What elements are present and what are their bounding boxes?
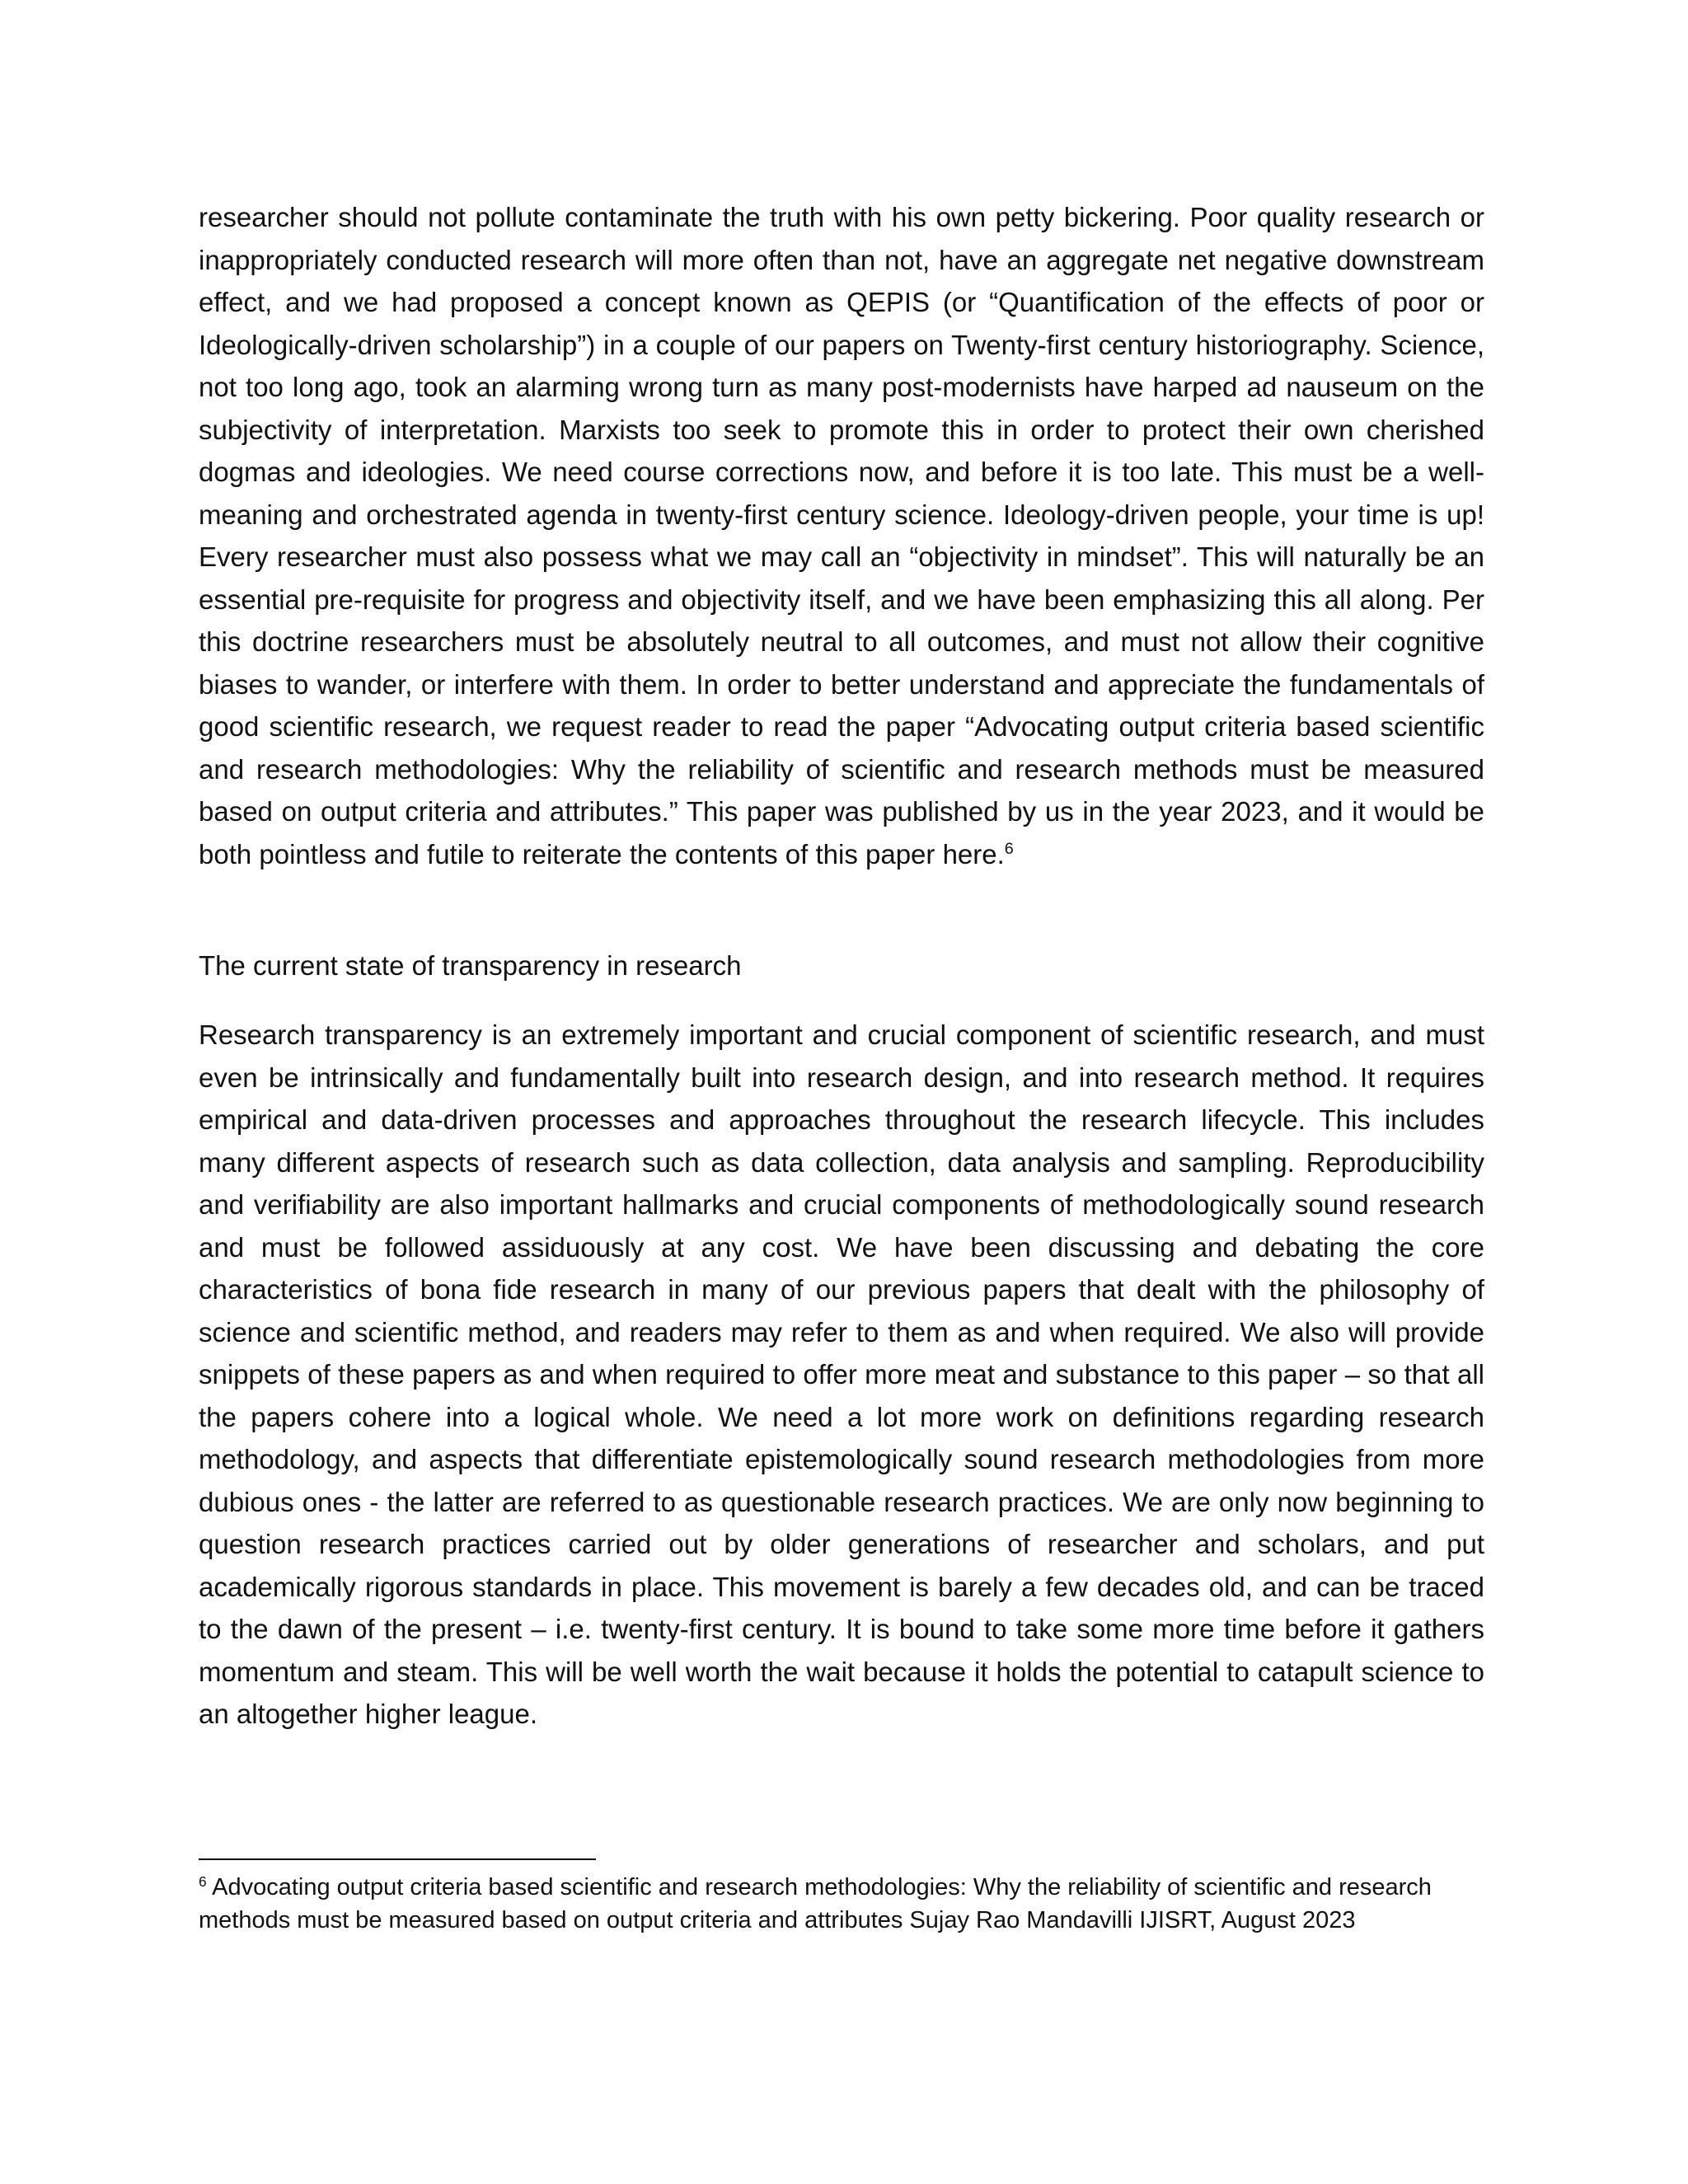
body-paragraph-1	[199, 196, 1484, 875]
body-paragraph-2	[199, 1014, 1484, 1736]
footnote-number: 6	[199, 1872, 207, 1890]
footnote-reference[interactable]: 6	[1004, 839, 1014, 858]
body-paragraph-1-text: researcher should not pollute contaminate the truth with his own petty bickering. Poor quality research or inappropriately conducted research will more often than not, have an aggregate net negative downstream effect, and we had proposed a concept known as QEPIS (or “Quantification of the effects of poor or Ideologically-driven scholarship”) in a couple of our papers on Twenty-first century historiography. Science, not too long ago, took an alarming wrong turn as many post-modernists have harped ad nauseum on the subjectivity of interpretation. Marxists too seek to promote this in order to protect their own cherished dogmas and ideologies. We need course corrections now, and before it is too late. This must be a well-meaning and orchestrated agenda in twenty-first century science. Ideology-driven people, your time is up! Every researcher must also possess what we may call an “objectivity in mindset”. This will naturally be an essential pre-requisite for progress and objectivity itself, and we have been emphasizing this all along. Per this doctrine researchers must be absolutely neutral to all outcomes, and must not allow their cognitive biases to wander, or interfere with them. In order to better understand and appreciate the fundamentals of good scientific research, we request reader to read the paper “Advocating output criteria based scientific and research methodologies: Why the reliability of scientific and research methods must be measured based on output criteria and attributes.” This paper was published by us in the year 2023, and it would be both pointless and futile to reiterate the contents of this paper here.	[199, 202, 1484, 869]
footnote-text: Advocating output criteria based scientific and research methodologies: Why the reliability of scientific and research methods must be measured based on output criteria and attributes Sujay Rao Mandavilli IJISRT, August 2023	[199, 1874, 1432, 1933]
footnote-separator	[199, 1858, 596, 1860]
footnote	[199, 1871, 1484, 1937]
section-heading: The current state of transparency in research	[199, 950, 742, 981]
body-paragraph-2-text: Research transparency is an extremely important and crucial component of scientific research, and must even be intrinsically and fundamentally built into research design, and into research method. It requires empirical and data-driven processes and approaches throughout the research lifecycle. This includes many different aspects of research such as data collection, data analysis and sampling. Reproducibility and verifiability are also important hallmarks and crucial components of methodologically sound research and must be followed assiduously at any cost. We have been discussing and debating the core characteristics of bona fide research in many of our previous papers that dealt with the philosophy of science and scientific method, and readers may refer to them as and when required. We also will provide snippets of these papers as and when required to offer more meat and substance to this paper – so that all the papers cohere into a logical whole. We need a lot more work on definitions regarding research methodology, and aspects that differentiate epistemologically sound research methodologies from more dubious ones - the latter are referred to as questionable research practices. We are only now beginning to question research practices carried out by older generations of researcher and scholars, and put academically rigorous standards in place. This movement is barely a few decades old, and can be traced to the dawn of the present – i.e. twenty-first century. It is bound to take some more time before it gathers momentum and steam. This will be well worth the wait because it holds the potential to catapult science to an altogether higher league.	[199, 1019, 1484, 1729]
